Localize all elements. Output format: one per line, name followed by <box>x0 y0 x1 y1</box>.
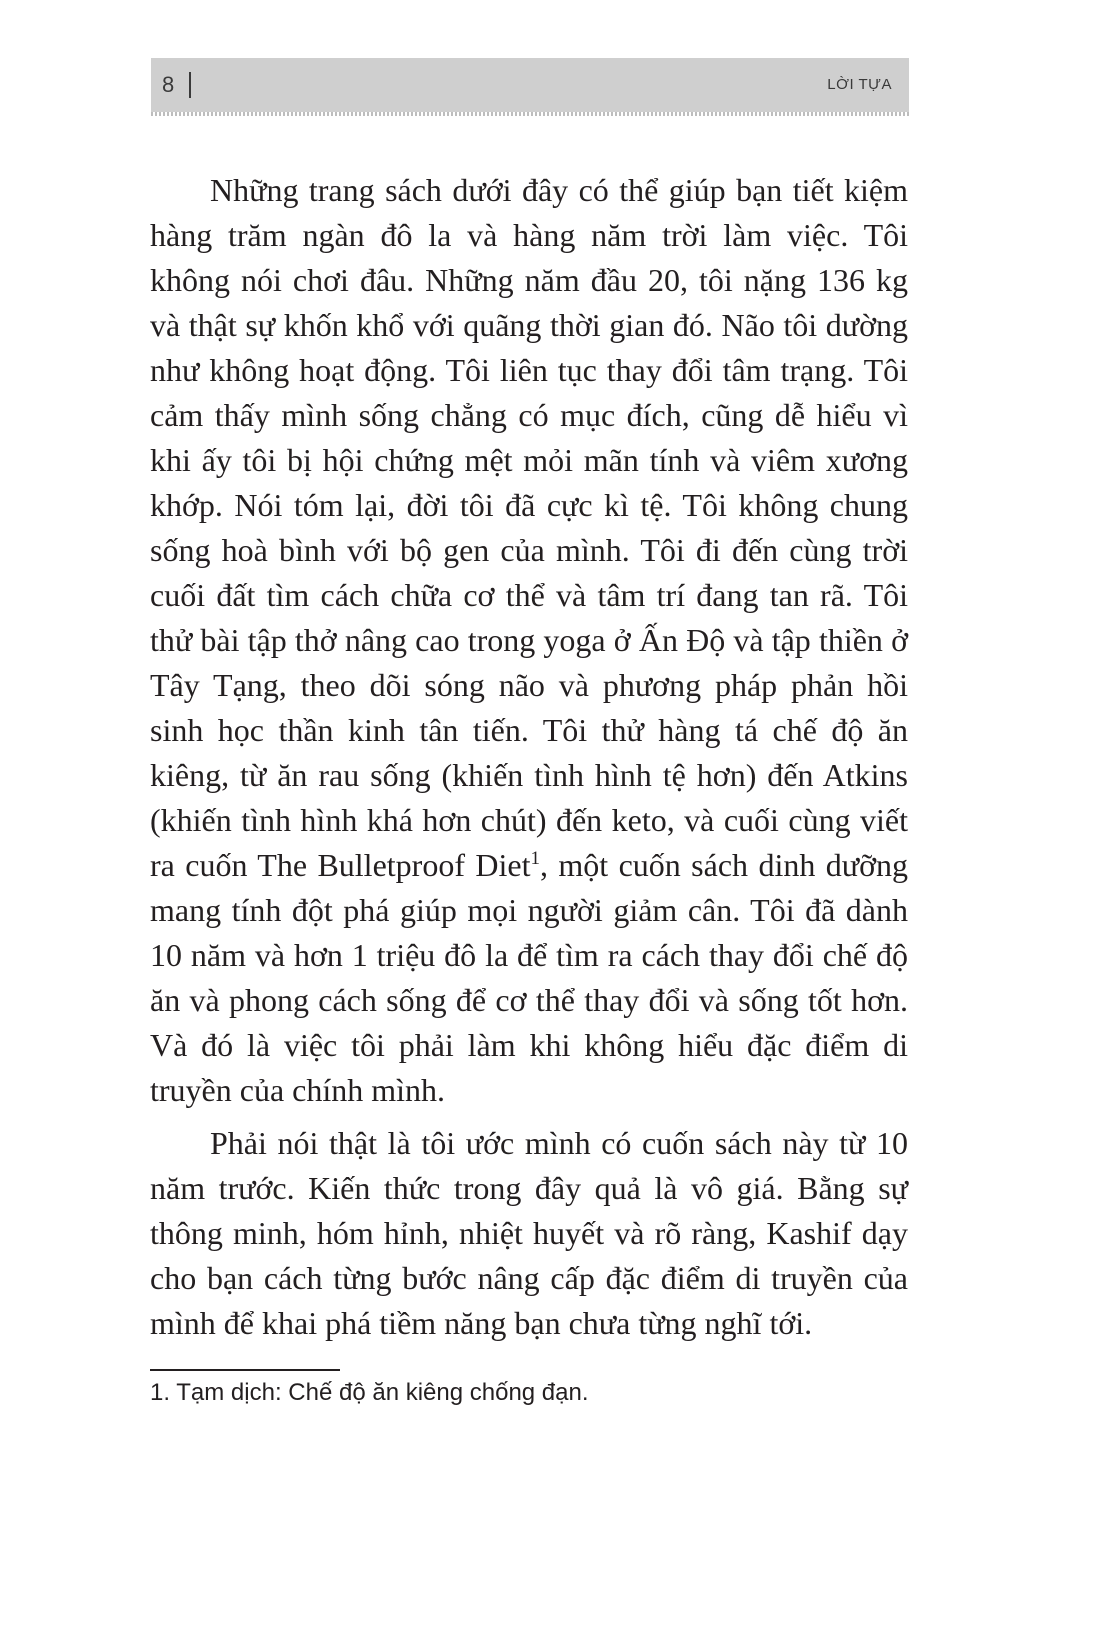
page-number: 8 <box>162 72 175 97</box>
running-header <box>151 58 909 112</box>
paragraph-text: Những trang sách dưới đây có thể giúp bạn tiết kiệm hàng trăm ngàn đô la và hàng năm trời làm việc. Tôi không nói chơi đâu. Những năm đầu 20, tôi nặng 136 kg và thật sự khốn khổ với quãng thời gian đó. Não tôi dường như không hoạt động. Tôi liên tục thay đổi tâm trạng. Tôi cảm thấy mình sống chẳng có mục đích, cũng dễ hiểu vì khi ấy tôi bị hội chứng mệt mỏi mãn tính và viêm xương khớp. Nói tóm lại, đời tôi đã cực kì tệ. Tôi không chung sống hoà bình với bộ gen của mình. Tôi đi đến cùng trời cuối đất tìm cách chữa cơ thể và tâm trí đang tan rã. Tôi thử bài tập thở nâng cao trong yoga ở Ấn Độ và tập thiền ở Tây Tạng, theo dõi sóng não và phương pháp phản hồi sinh học thần kinh tân tiến. Tôi thử hàng tá chế độ ăn kiêng, từ ăn rau sống (khiến tình hình tệ hơn) đến Atkins (khiến tình hình khá hơn chút) đến keto, và cuối cùng viết ra cuốn The Bulletproof Diet <box>150 172 908 883</box>
header-divider <box>189 72 191 98</box>
paragraph-text: , một cuốn sách dinh dưỡng mang tính đột phá giúp mọi người giảm cân. Tôi đã dành 10 năm và hơn 1 triệu đô la để tìm ra cách thay đổi chế độ ăn và phong cách sống để cơ thể thay đổi và sống tốt hơn. Và đó là việc tôi phải làm khi không hiểu đặc điểm di truyền của chính mình. <box>150 847 909 1108</box>
footnote: 1. Tạm dịch: Chế độ ăn kiêng chống đạn. <box>150 1379 589 1406</box>
running-header-title: LỜI TỰA <box>827 76 892 93</box>
paragraph <box>150 168 908 1113</box>
footnote-divider <box>150 1369 340 1371</box>
body-text <box>150 168 908 1346</box>
footnote-reference: 1 <box>530 848 540 869</box>
paragraph: Phải nói thật là tôi ước mình có cuốn sách này từ 10 năm trước. Kiến thức trong đây quả là vô giá. Bằng sự thông minh, hóm hỉnh, nhiệt huyết và rõ ràng, Kashif dạy cho bạn cách từng bước nâng cấp đặc điểm di truyền của mình để khai phá tiềm năng bạn chưa từng nghĩ tới. <box>150 1125 908 1341</box>
